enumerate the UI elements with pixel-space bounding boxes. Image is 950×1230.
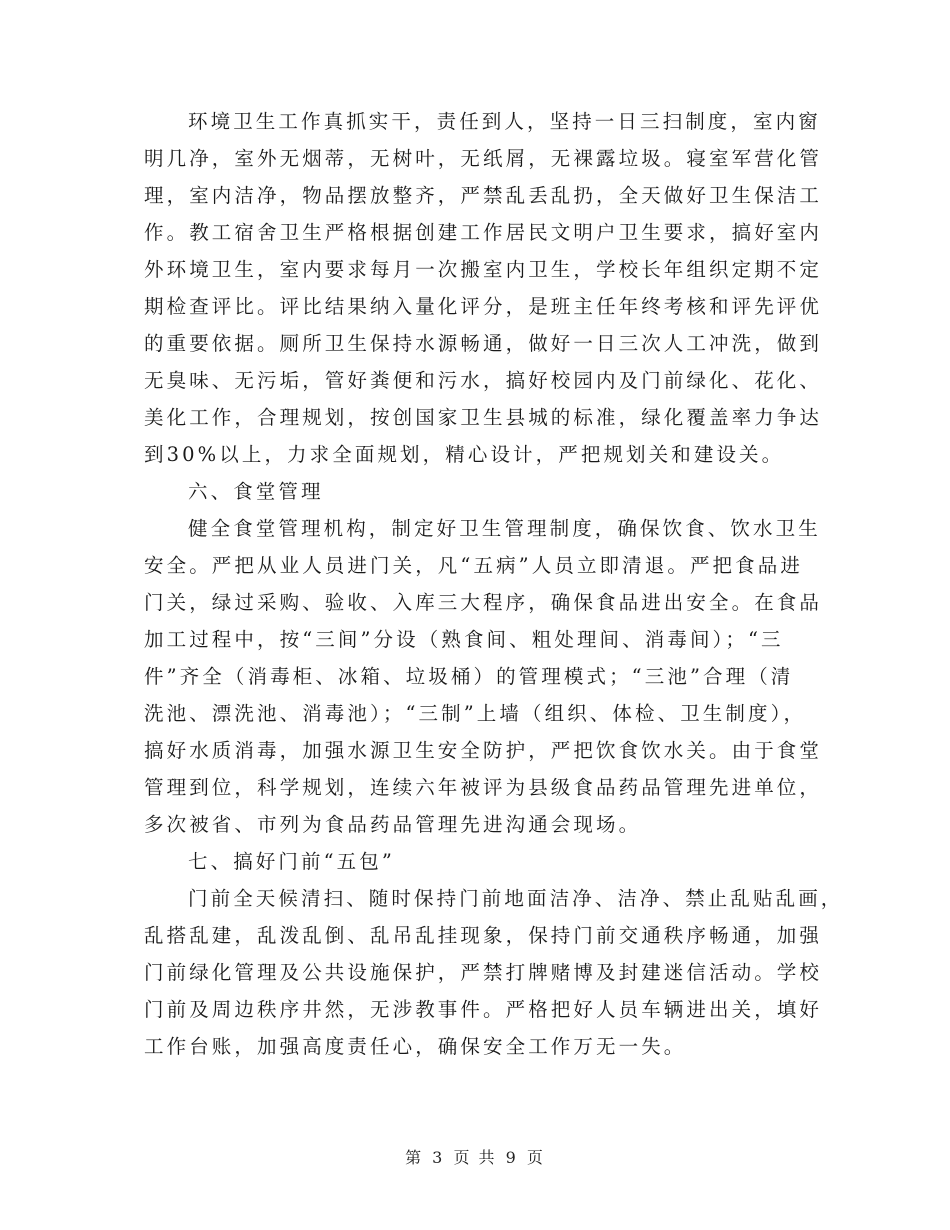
paragraph-line: 环境卫生工作真抓实干，责任到人，坚持一日三扫制度，室内窗 (188, 110, 821, 133)
paragraph-line: 管理到位，科学规划，连续六年被评为县级食品药品管理先进单位， (144, 776, 823, 799)
total-page-count: 9 (505, 1148, 518, 1167)
paragraph-line: 作。教工宿舍卫生严格根据创建工作居民文明户卫生要求，搞好室内 (144, 221, 823, 244)
paragraph-line: 外环境卫生，室内要求每月一次搬室内卫生，学校长年组织定期不定 (144, 258, 823, 281)
document-body (144, 103, 844, 1065)
footer-middle: 页 共 (453, 1148, 497, 1167)
paragraph-line: 健全食堂管理机构，制定好卫生管理制度，确保饮食、饮水卫生 (188, 517, 821, 540)
section-heading: 六、食堂管理 (188, 480, 324, 503)
footer-prefix: 第 (405, 1148, 424, 1167)
paragraph-line: 门前全天候清扫、随时保持门前地面洁净、洁净、禁止乱贴乱画， (188, 887, 844, 910)
paragraph-line: 多次被省、市列为食品药品管理先进沟通会现场。 (144, 813, 642, 836)
paragraph-line: 加工过程中，按“三间”分设（熟食间、粗处理间、消毒间）；“三 (144, 628, 784, 651)
paragraph-line: 门前及周边秩序井然，无涉教事件。严格把好人员车辆进出关，填好 (144, 998, 823, 1021)
paragraph-line: 理，室内洁净，物品摆放整齐，严禁乱丢乱扔，全天做好卫生保洁工 (144, 184, 823, 207)
paragraph-line: 明几净，室外无烟蒂，无树叶，无纸屑，无裸露垃圾。寝室军营化管 (144, 147, 823, 170)
paragraph-line: 门前绿化管理及公共设施保护，严禁打牌赌博及封建迷信活动。学校 (144, 961, 823, 984)
paragraph-line: 工作台账，加强高度责任心，确保安全工作万无一失。 (144, 1035, 687, 1058)
paragraph-line: 到30%以上，力求全面规划，精心设计，严把规划关和建设关。 (144, 443, 785, 466)
footer-suffix: 页 (526, 1148, 545, 1167)
paragraph-line: 洗池、漂洗池、消毒池）；“三制”上墙（组织、体检、卫生制度）， (144, 702, 807, 725)
paragraph-line: 美化工作，合理规划，按创国家卫生县城的标准，绿化覆盖率力争达 (144, 406, 823, 429)
section-heading: 七、搞好门前“五包” (188, 850, 395, 873)
paragraph-line: 搞好水质消毒，加强水源卫生安全防护，严把饮食饮水关。由于食堂 (144, 739, 823, 762)
paragraph-line: 安全。严把从业人员进门关，凡“五病”人员立即清退。严把食品进 (144, 554, 803, 577)
paragraph-line: 的重要依据。厕所卫生保持水源畅通，做好一日三次人工冲洗，做到 (144, 332, 823, 355)
paragraph-line: 无臭味、无污垢，管好粪便和污水，搞好校园内及门前绿化、花化、 (144, 369, 823, 392)
paragraph-line: 件”齐全（消毒柜、冰箱、垃圾桶）的管理模式；“三池”合理（清 (144, 665, 794, 688)
paragraph-line: 期检查评比。评比结果纳入量化评分，是班主任年终考核和评先评优 (144, 295, 823, 318)
paragraph-line: 乱搭乱建，乱泼乱倒、乱吊乱挂现象，保持门前交通秩序畅通，加强 (144, 924, 823, 947)
current-page-number: 3 (432, 1148, 445, 1167)
paragraph-line: 门关，绿过采购、验收、入库三大程序，确保食品进出安全。在食品 (144, 591, 823, 614)
page-footer (0, 1145, 950, 1168)
